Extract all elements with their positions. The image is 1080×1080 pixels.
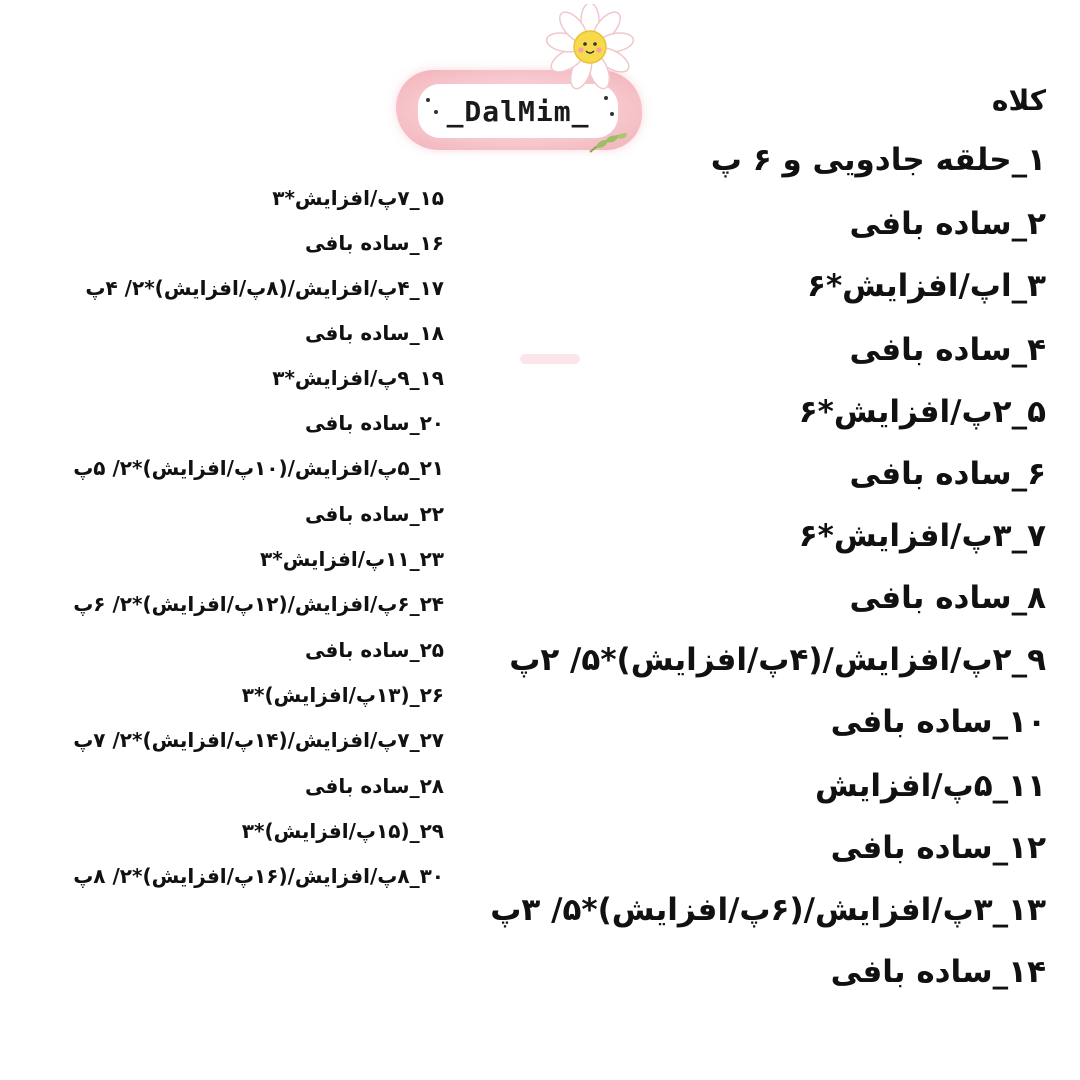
row-item: ۲_ساده بافی xyxy=(849,206,1046,242)
row-item: ۳۰_۸پ/افزایش/(۱۶پ/افزایش)*۲/ ۸پ xyxy=(73,864,444,888)
row-item: ۱۴_ساده بافی xyxy=(830,954,1046,990)
row-item: ۱۵_۷پ/افزایش*۳ xyxy=(272,186,444,210)
logo-text: _DalMim_ xyxy=(446,94,590,128)
leaf-sprig-icon xyxy=(586,128,634,156)
row-item: ۶_ساده بافی xyxy=(849,456,1046,492)
row-item: ۲۲_ساده بافی xyxy=(305,502,444,526)
row-item: ۲۹_(۱۵پ/افزایش)*۳ xyxy=(241,819,444,843)
row-item: ۲۶_(۱۳پ/افزایش)*۳ xyxy=(241,683,444,707)
row-item: ۱۹_۹پ/افزایش*۳ xyxy=(272,366,444,390)
row-item: ۲۰_ساده بافی xyxy=(305,411,444,435)
row-item: ۷_۳پ/افزایش*۶ xyxy=(798,518,1046,554)
row-item: ۱۸_ساده بافی xyxy=(305,321,444,345)
row-item: ۲۷_۷پ/افزایش/(۱۴پ/افزایش)*۲/ ۷پ xyxy=(73,728,444,752)
row-item: ۱۷_۴پ/افزایش/(۸پ/افزایش)*۲/ ۴پ xyxy=(85,276,444,300)
row-item: ۱۲_ساده بافی xyxy=(830,830,1046,866)
row-item: ۲۱_۵پ/افزایش/(۱۰پ/افزایش)*۲/ ۵پ xyxy=(73,456,444,480)
row-item: ۸_ساده بافی xyxy=(849,580,1046,616)
row-item: ۲۵_ساده بافی xyxy=(305,638,444,662)
row-item: ۲۳_۱۱پ/افزایش*۳ xyxy=(260,547,444,571)
row-item: ۴_ساده بافی xyxy=(849,332,1046,368)
row-item: ۹_۲پ/افزایش/(۴پ/افزایش)*۵/ ۲پ xyxy=(509,642,1046,678)
row-item: ۱۰_ساده بافی xyxy=(830,704,1046,740)
row-item: ۱۳_۳پ/افزایش/(۶پ/افزایش)*۵/ ۳پ xyxy=(490,892,1046,928)
row-item: ۱_حلقه جادویی و ۶ پ xyxy=(710,142,1046,178)
row-item: ۱۱_۵پ/افزایش xyxy=(814,768,1046,804)
row-item: ۲۸_ساده بافی xyxy=(305,774,444,798)
row-item: ۲۴_۶پ/افزایش/(۱۲پ/افزایش)*۲/ ۶پ xyxy=(73,592,444,616)
row-item: ۳_اپ/افزایش*۶ xyxy=(807,268,1046,304)
row-item: ۱۶_ساده بافی xyxy=(305,231,444,255)
daisy-flower-icon xyxy=(540,4,640,90)
row-item: ۵_۲پ/افزایش*۶ xyxy=(798,394,1046,430)
decorative-streak xyxy=(520,354,580,364)
page-title: کلاه xyxy=(991,84,1046,117)
